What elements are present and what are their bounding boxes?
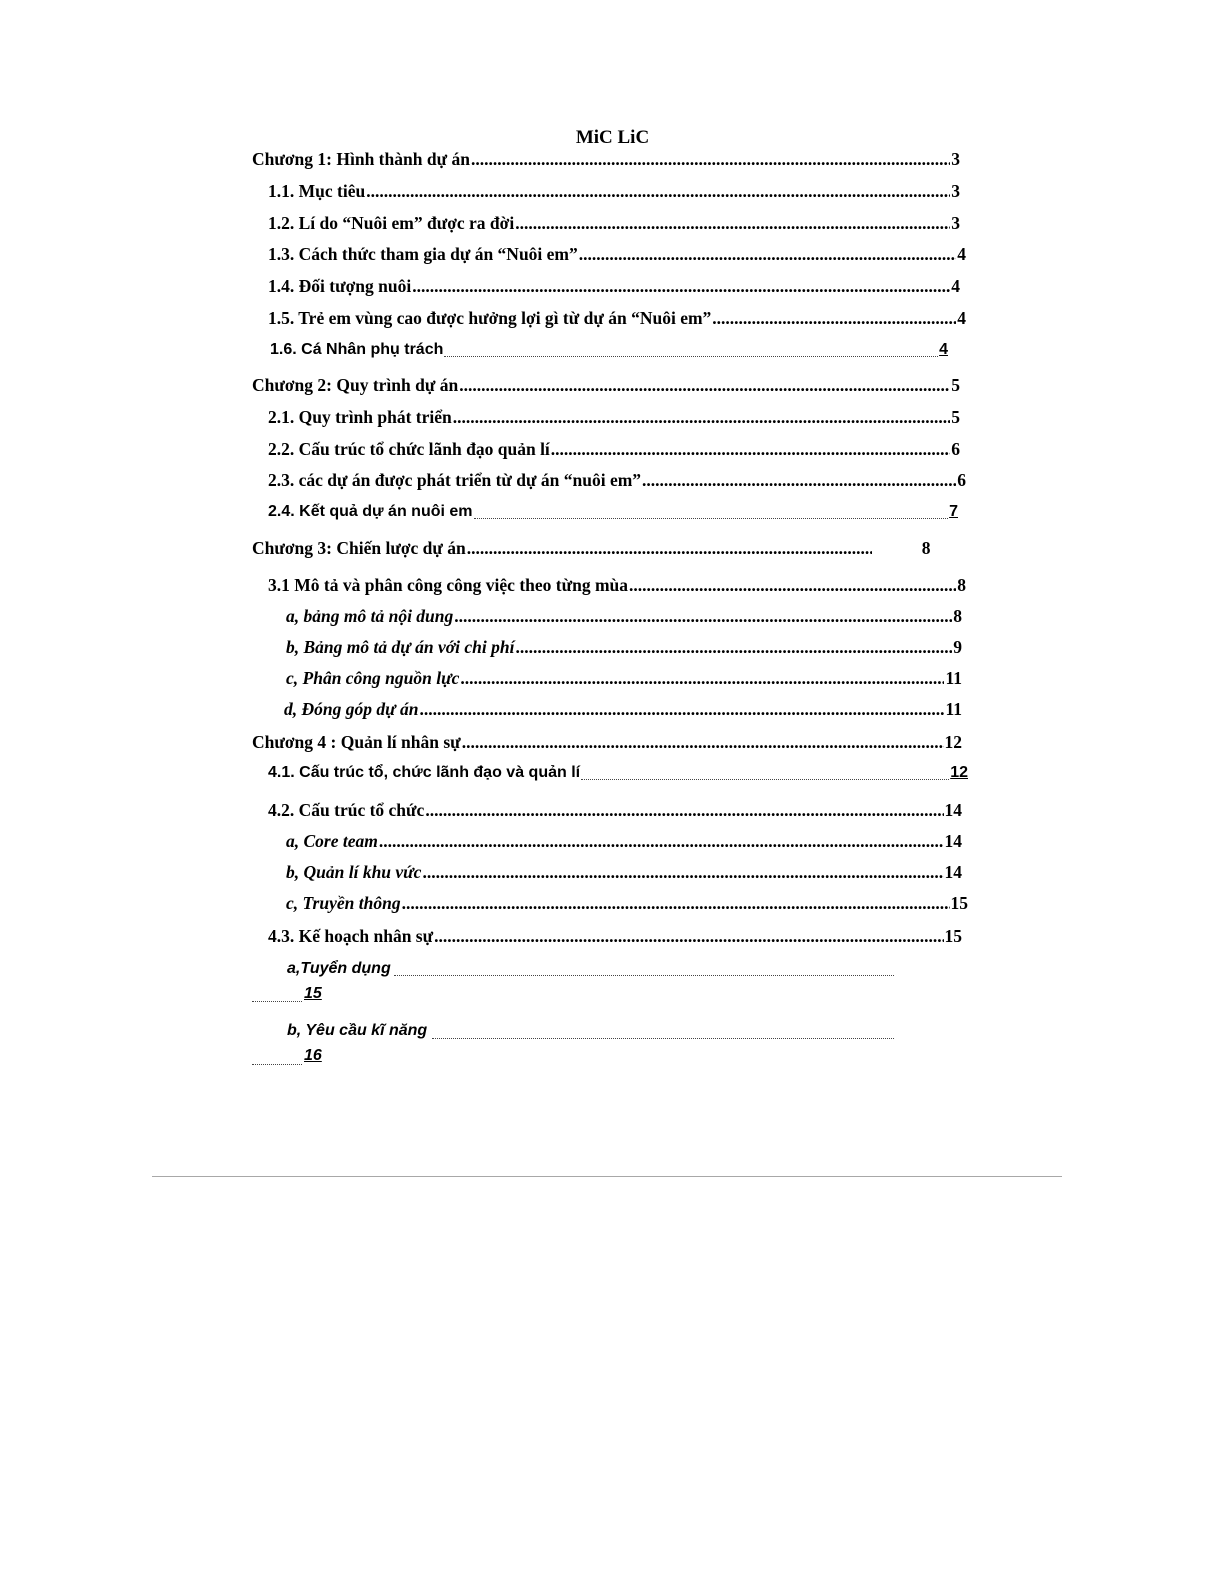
dot-leader (551, 438, 950, 460)
dot-leader (419, 698, 944, 720)
dot-leader (252, 1001, 302, 1002)
toc-entry-page: 14 (944, 800, 962, 820)
toc-entry-label: b, Quản lí khu vức (286, 862, 422, 882)
toc-entry-chapter-1[interactable] (252, 148, 960, 170)
toc-entry-page: 9 (953, 637, 962, 657)
toc-entry-label: a, bảng mô tả nội dung (286, 606, 454, 626)
toc-entry-page: 5 (951, 375, 960, 395)
toc-entry-4-1[interactable] (268, 762, 968, 784)
dot-leader (252, 1064, 302, 1065)
toc-entry-page: 12 (950, 764, 968, 781)
toc-entry-label: 1.3. Cách thức tham gia dự án “Nuôi em” (268, 244, 578, 264)
toc-entry-page: 3 (951, 149, 960, 169)
dot-leader (474, 518, 949, 519)
toc-entry-label: b, Bảng mô tả dự án với chi phí (286, 637, 515, 657)
toc-entry-page: 15 (304, 985, 322, 1002)
toc-entry-page: 5 (951, 407, 960, 427)
toc-entry-page: 11 (945, 668, 962, 688)
toc-entry-chapter-4[interactable] (252, 731, 962, 753)
toc-entry-page: 4 (957, 308, 966, 328)
toc-entry-page: 8 (921, 538, 931, 558)
toc-entry-label: a, Core team (286, 831, 378, 851)
dot-leader (453, 406, 950, 428)
toc-entry-label: 1.1. Mục tiêu (268, 181, 366, 201)
dot-leader (425, 799, 943, 821)
toc-entry-1-5[interactable] (268, 307, 966, 329)
toc-entry-4-2-b[interactable] (286, 861, 962, 883)
toc-entry-label: 3.1 Mô tả và phân công công việc theo từng mùa (268, 575, 629, 595)
toc-entry-page: 4 (939, 341, 948, 358)
dot-leader (581, 779, 949, 780)
toc-entry-page: 12 (944, 732, 962, 752)
toc-entry-2-1[interactable] (268, 406, 960, 428)
dot-leader (366, 180, 950, 202)
toc-entry-1-2[interactable] (268, 212, 960, 234)
toc-entry-2-2[interactable] (268, 438, 960, 460)
toc-entry-label: 1.4. Đối tượng nuôi (268, 276, 412, 296)
toc-entry-page: 7 (949, 503, 958, 520)
dot-leader (629, 574, 956, 596)
dot-leader (459, 374, 950, 396)
page-divider (152, 1176, 1062, 1177)
toc-entry-label: Chương 1: Hình thành dự án (252, 149, 470, 169)
toc-entry-label: a,Tuyển dụng (287, 960, 391, 977)
toc-entry-page: 4 (957, 244, 966, 264)
toc-entry-2-4[interactable] (268, 501, 958, 523)
toc-entry-page: 3 (951, 181, 960, 201)
dot-leader (402, 892, 950, 914)
toc-entry-3-1-d[interactable] (284, 698, 962, 720)
toc-entry-1-4[interactable] (268, 275, 960, 297)
toc-title: MiC LiC (575, 127, 650, 148)
dot-leader (515, 636, 952, 658)
dot-leader (642, 469, 956, 491)
toc-entry-label: Chương 3: Chiến lược dự án (252, 538, 466, 558)
toc-entry-label: 2.4. Kết quả dự án nuôi em (268, 503, 473, 520)
dot-leader (460, 667, 944, 689)
toc-entry-chapter-3[interactable] (252, 537, 958, 559)
dot-leader (454, 605, 952, 627)
toc-entry-page: 4 (951, 276, 960, 296)
toc-entry-label: d, Đóng góp dự án (284, 699, 419, 719)
toc-entry-3-1-c[interactable] (286, 667, 962, 689)
dot-leader (434, 925, 943, 947)
dot-leader (467, 537, 872, 559)
toc-entry-3-1-b[interactable] (286, 636, 962, 658)
toc-entry-page: 14 (944, 831, 962, 851)
dot-leader (379, 830, 944, 852)
toc-entry-label: 2.1. Quy trình phát triển (268, 407, 452, 427)
toc-entry-label: 4.1. Cấu trúc tổ, chức lãnh đạo và quản lí (268, 764, 581, 781)
toc-entry-label: 1.5. Trẻ em vùng cao được hưởng lợi gì từ dự án “Nuôi em” (268, 308, 712, 328)
toc-entry-label: Chương 4 : Quản lí nhân sự (252, 732, 461, 752)
toc-entry-chapter-2[interactable] (252, 374, 960, 396)
toc-entry-1-1[interactable] (268, 180, 960, 202)
toc-entry-2-3[interactable] (268, 469, 966, 491)
toc-entry-page: 6 (951, 439, 960, 459)
toc-entry-label: 4.2. Cấu trúc tổ chức (268, 800, 425, 820)
dot-leader (394, 975, 894, 976)
dot-leader (515, 212, 950, 234)
toc-entry-label: c, Truyền thông (286, 893, 401, 913)
toc-entry-page: 15 (944, 926, 962, 946)
dot-leader (444, 356, 938, 357)
toc-entry-page: 15 (950, 893, 968, 913)
toc-entry-3-1-a[interactable] (286, 605, 962, 627)
toc-entry-page: 14 (944, 862, 962, 882)
toc-entry-4-3[interactable] (268, 925, 962, 947)
toc-entry-page: 11 (945, 699, 962, 719)
dot-leader (432, 1038, 894, 1039)
toc-entry-label: 1.6. Cá Nhân phụ trách (270, 341, 444, 358)
dot-leader (712, 307, 956, 329)
dot-leader (412, 275, 950, 297)
toc-entry-page: 8 (957, 575, 966, 595)
toc-entry-page: 16 (304, 1047, 322, 1064)
toc-entry-4-2-a[interactable] (286, 830, 962, 852)
dot-leader (422, 861, 943, 883)
toc-entry-1-6[interactable] (270, 339, 948, 361)
toc-entry-4-2[interactable] (268, 799, 962, 821)
dot-leader (462, 731, 944, 753)
toc-entry-label: Chương 2: Quy trình dự án (252, 375, 459, 395)
toc-entry-page: 8 (953, 606, 962, 626)
dot-leader (471, 148, 950, 170)
toc-entry-3-1[interactable] (268, 574, 966, 596)
toc-entry-label: b, Yêu cầu kĩ năng (287, 1022, 428, 1039)
toc-entry-label: c, Phân công nguồn lực (286, 668, 460, 688)
toc-entry-page: 6 (957, 470, 966, 490)
toc-entry-page: 3 (951, 213, 960, 233)
toc-entry-label: 1.2. Lí do “Nuôi em” được ra đời (268, 213, 515, 233)
toc-entry-4-2-c[interactable] (286, 892, 968, 914)
dot-leader (579, 243, 956, 265)
toc-entry-label: 2.3. các dự án được phát triển từ dự án “nuôi em” (268, 470, 642, 490)
toc-entry-label: 2.2. Cấu trúc tổ chức lãnh đạo quản lí (268, 439, 550, 459)
toc-entry-label: 4.3. Kế hoạch nhân sự (268, 926, 434, 946)
toc-entry-1-3[interactable] (268, 243, 966, 265)
